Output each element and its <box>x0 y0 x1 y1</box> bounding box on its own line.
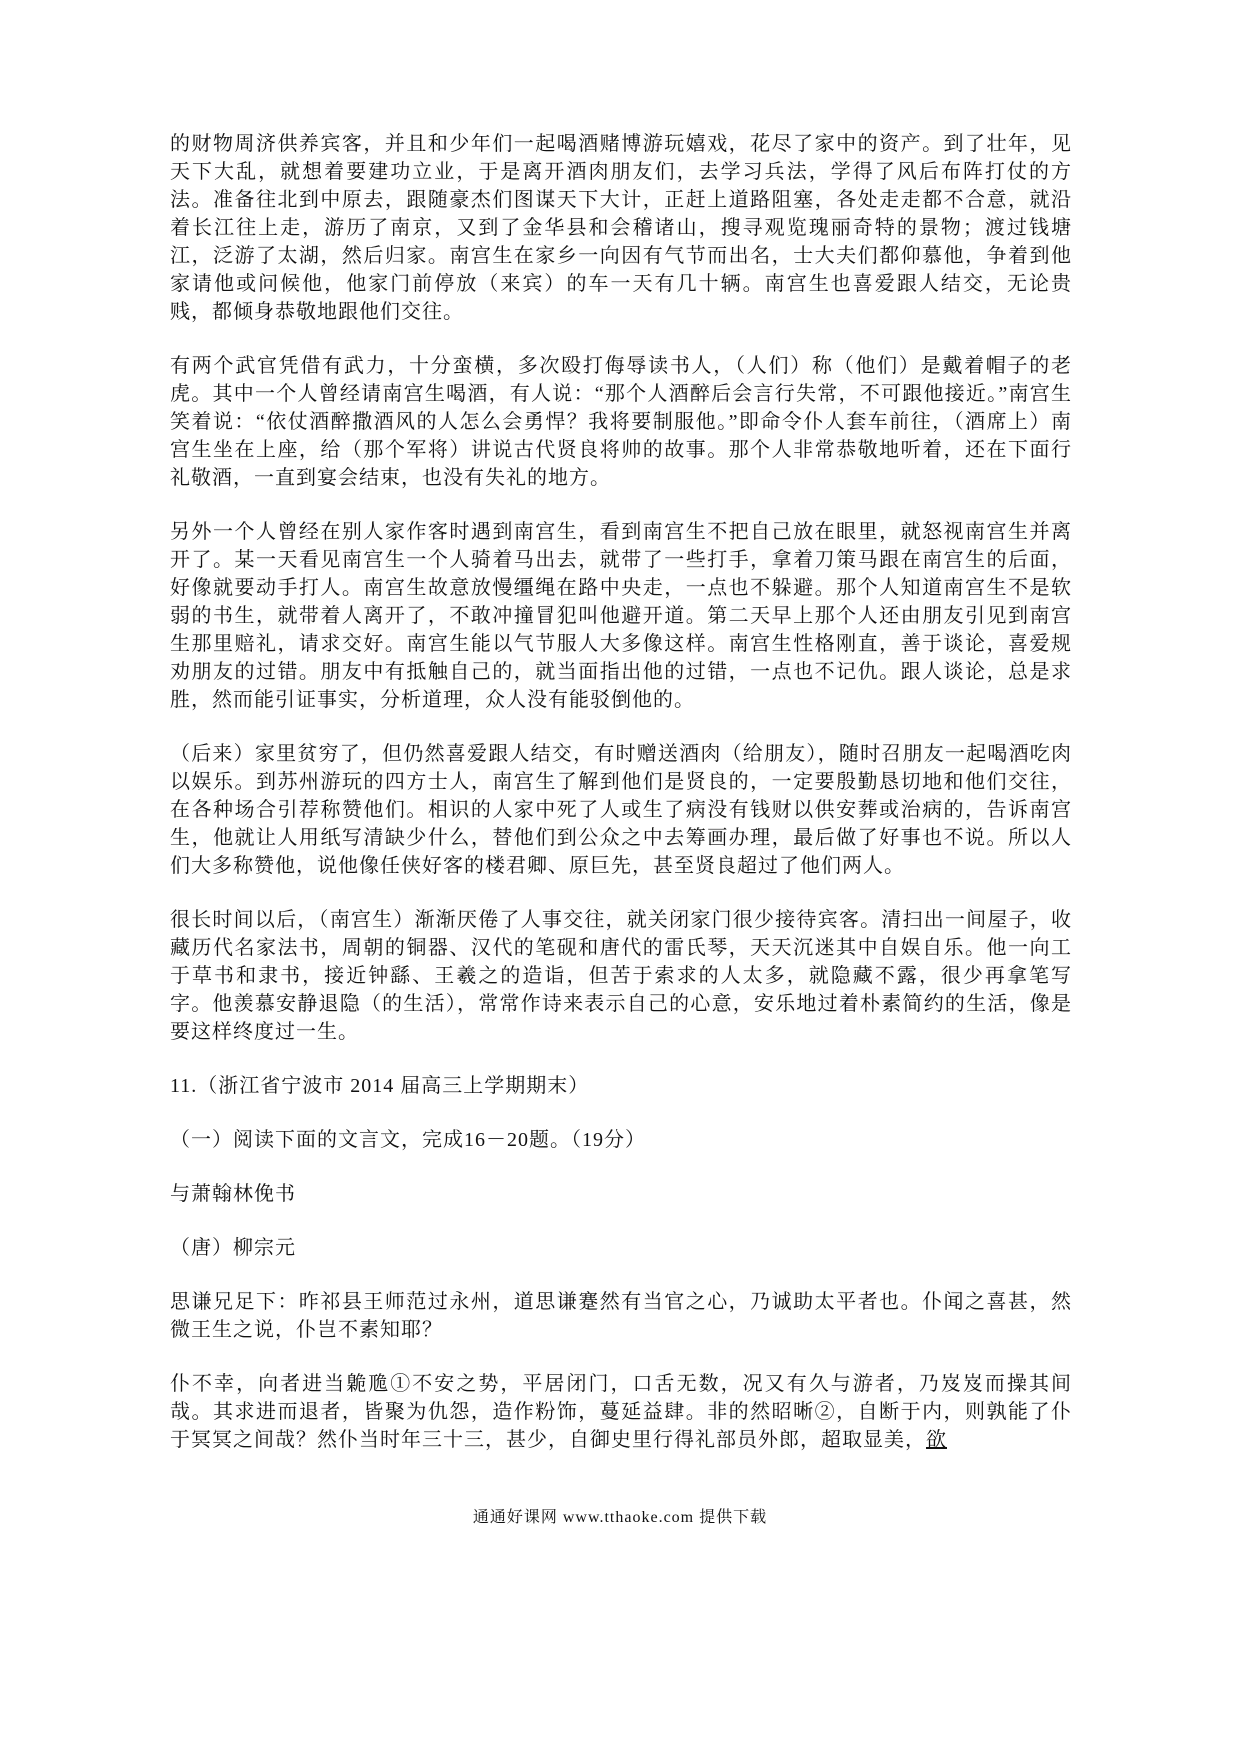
reading-instruction: （一）阅读下面的文言文，完成16－20题。（19分） <box>170 1129 646 1151</box>
footer-text: 通通好课网 www.tthaoke.com 提供下载 <box>472 1509 768 1526</box>
translation-paragraph-3: 另外一个人曾经在别人家作客时遇到南宫生，看到南宫生不把自己放在眼里，就怒视南宫生并离开了。某一天看见南宫生一个人骑着马出去，就带了一些打手，拿着刀策马跟在南宫生的后面，好像就要动手打人。南宫生故意放慢缰绳在路中央走，一点也不躲避。那个人知道南宫生不是软弱的书生，就带着人离开了，不敢冲撞冒犯叫他避开道。第二天早上那个人还由朋友引见到南宫生那里赔礼，请求交好。南宫生能以气节服人大多像这样。南宫生性格刚直，善于谈论，喜爱规劝朋友的过错。朋友中有抵触自己的，就当面指出他的过错，一点也不记仇。跟人谈论，总是求胜，然而能引证事实，分析道理，众人没有能驳倒他的。 <box>170 521 1072 711</box>
essay-title: 与萧翰林俛书 <box>170 1183 296 1205</box>
essay-body-underlined-text: 欲 <box>926 1429 947 1451</box>
essay-author: （唐）柳宗元 <box>170 1237 296 1259</box>
essay-body-paragraph <box>170 1370 1072 1454</box>
translation-paragraph-2: 有两个武官凭借有武力，十分蛮横，多次殴打侮辱读书人，（人们）称（他们）是戴着帽子的老虎。其中一个人曾经请南宫生喝酒，有人说：“那个人酒醉后会言行失常，不可跟他接近。”南宫生笑着说：“依仗酒醉撒酒风的人怎么会勇悍？我将要制服他。”即命令仆人套车前往，（酒席上）南宫生坐在上座，给（那个军将）讲说古代贤良将帅的故事。那个人非常恭敬地听着，还在下面行礼敬酒，一直到宴会结束，也没有失礼的地方。 <box>170 355 1072 489</box>
translation-paragraph-1: 的财物周济供养宾客，并且和少年们一起喝酒赌博游玩嬉戏，花尽了家中的资产。到了壮年，见天下大乱，就想着要建功立业，于是离开酒肉朋友们，去学习兵法，学得了风后布阵打仗的方法。准备往北到中原去，跟随豪杰们图谋天下大计，正赶上道路阻塞，各处走走都不合意，就沿着长江往上走，游历了南京，又到了金华县和会稽诸山，搜寻观览瑰丽奇特的景物；渡过钱塘江，泛游了太湖，然后归家。南宫生在家乡一向因有气节而出名，士大夫们都仰慕他，争着到他家请他或问候他，他家门前停放（来宾）的车一天有几十辆。南宫生也喜爱跟人结交，无论贵贱，都倾身恭敬地跟他们交往。 <box>170 133 1072 323</box>
essay-body-text: 仆不幸，向者进当臲卼①不安之势，平居闭门，口舌无数，况又有久与游者，乃岌岌而操其间哉。其求进而退者，皆聚为仇怨，造作粉饰，蔓延益肆。非的然昭晰②，自断于内，则孰能了仆于冥冥之间哉？然仆当时年三十三，甚少，自御史里行得礼部员外郎，超取显美， <box>170 1373 1072 1451</box>
question-section-heading: 11.（浙江省宁波市 2014 届高三上学期期末） <box>170 1075 590 1097</box>
translation-paragraph-5: 很长时间以后，（南宫生）渐渐厌倦了人事交往，就关闭家门很少接待宾客。清扫出一间屋子，收藏历代名家法书，周朝的铜器、汉代的笔砚和唐代的雷氏琴，天天沉迷其中自娱自乐。他一向工于草书和隶书，接近钟繇、王羲之的造诣，但苦于索求的人太多，就隐藏不露，很少再拿笔写字。他羡慕安静退隐（的生活），常常作诗来表示自己的心意，安乐地过着朴素简约的生活，像是要这样终度过一生。 <box>170 909 1072 1043</box>
translation-paragraph-4: （后来）家里贫穷了，但仍然喜爱跟人结交，有时赠送酒肉（给朋友），随时召朋友一起喝酒吃肉以娱乐。到苏州游玩的四方士人，南宫生了解到他们是贤良的，一定要殷勤恳切地和他们交往，在各种场合引荐称赞他们。相识的人家中死了人或生了病没有钱财以供安葬或治病的，告诉南宫生，他就让人用纸写清缺少什么，替他们到公众之中去筹画办理，最后做了好事也不说。所以人们大多称赞他，说他像任侠好客的楼君卿、原巨先，甚至贤良超过了他们两人。 <box>170 743 1072 877</box>
essay-opening-paragraph: 思谦兄足下：昨祁县王师范过永州，道思谦蹇然有当官之心，乃诚助太平者也。仆闻之喜甚，然微王生之说，仆岂不素知耶？ <box>170 1291 1072 1341</box>
